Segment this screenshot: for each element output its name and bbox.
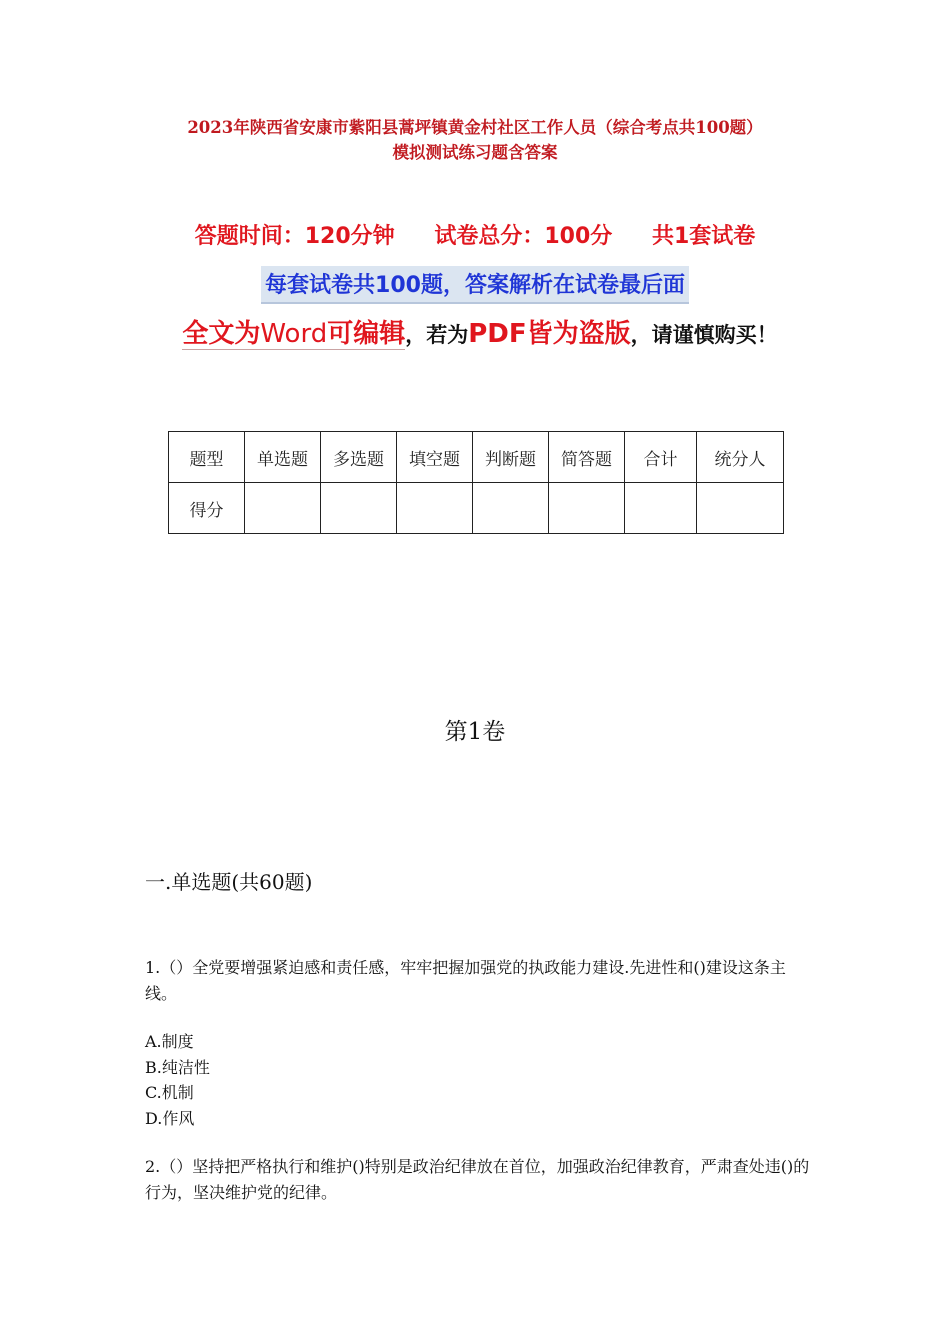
warn-part-1: 全文为 bbox=[182, 319, 261, 349]
option-b: B.纯洁性 bbox=[145, 1057, 210, 1077]
question-1-text: 1.（）全党要增强紧迫感和责任感，牢牢把握加强党的执政能力建设.先进性和()建设这条主线。 bbox=[145, 958, 786, 1003]
option-d: D.作风 bbox=[145, 1108, 195, 1128]
title-line-2: 模拟测试练习题含答案 bbox=[392, 143, 558, 162]
warn-comma-1: ，若为 bbox=[405, 323, 469, 347]
header-cell: 填空题 bbox=[397, 432, 473, 483]
option-c: C.机制 bbox=[145, 1083, 194, 1102]
score-cell[interactable] bbox=[625, 483, 697, 534]
header-cell: 统分人 bbox=[697, 432, 784, 483]
copyright-warning bbox=[160, 310, 800, 359]
header-cell: 简答题 bbox=[549, 432, 625, 483]
document-title bbox=[100, 115, 850, 165]
exam-total-score: 试卷总分：100分 bbox=[434, 224, 613, 249]
header-cell: 题型 bbox=[169, 432, 245, 483]
warn-part-2: 可编辑 bbox=[327, 319, 406, 349]
section-heading: 一.单选题(共60题) bbox=[145, 870, 313, 894]
question-1-options bbox=[145, 1029, 210, 1131]
exam-time: 答题时间：120分钟 bbox=[194, 224, 395, 249]
option-a: A.制度 bbox=[145, 1032, 194, 1051]
exam-info-line bbox=[0, 219, 950, 250]
answer-note-banner: 每套试卷共100题，答案解析在试卷最后面 bbox=[261, 266, 689, 304]
volume-heading: 第1卷 bbox=[444, 719, 506, 745]
score-table-header-row bbox=[169, 432, 784, 483]
score-cell[interactable] bbox=[697, 483, 784, 534]
score-cell[interactable] bbox=[549, 483, 625, 534]
score-table bbox=[168, 431, 784, 534]
score-cell[interactable] bbox=[321, 483, 397, 534]
warn-word: Word bbox=[260, 319, 328, 349]
question-2-text: 2.（）坚持把严格执行和维护()特别是政治纪律放在首位，加强政治纪律教育，严肃查处违()的行为，坚决维护党的纪律。 bbox=[145, 1157, 810, 1202]
score-cell[interactable] bbox=[397, 483, 473, 534]
header-cell: 多选题 bbox=[321, 432, 397, 483]
row-label-cell: 得分 bbox=[169, 483, 245, 534]
score-table-score-row bbox=[169, 483, 784, 534]
header-cell: 合计 bbox=[625, 432, 697, 483]
score-cell[interactable] bbox=[473, 483, 549, 534]
header-cell: 单选题 bbox=[245, 432, 321, 483]
warn-comma-2: ，请谨慎购买！ bbox=[630, 323, 778, 347]
score-cell[interactable] bbox=[245, 483, 321, 534]
header-cell: 判断题 bbox=[473, 432, 549, 483]
warn-pdf: PDF皆为盗版 bbox=[468, 319, 631, 349]
title-line-1: 2023年陕西省安康市紫阳县蒿坪镇黄金村社区工作人员（综合考点共100题） bbox=[187, 118, 763, 137]
exam-set-count: 共1套试卷 bbox=[651, 224, 756, 249]
